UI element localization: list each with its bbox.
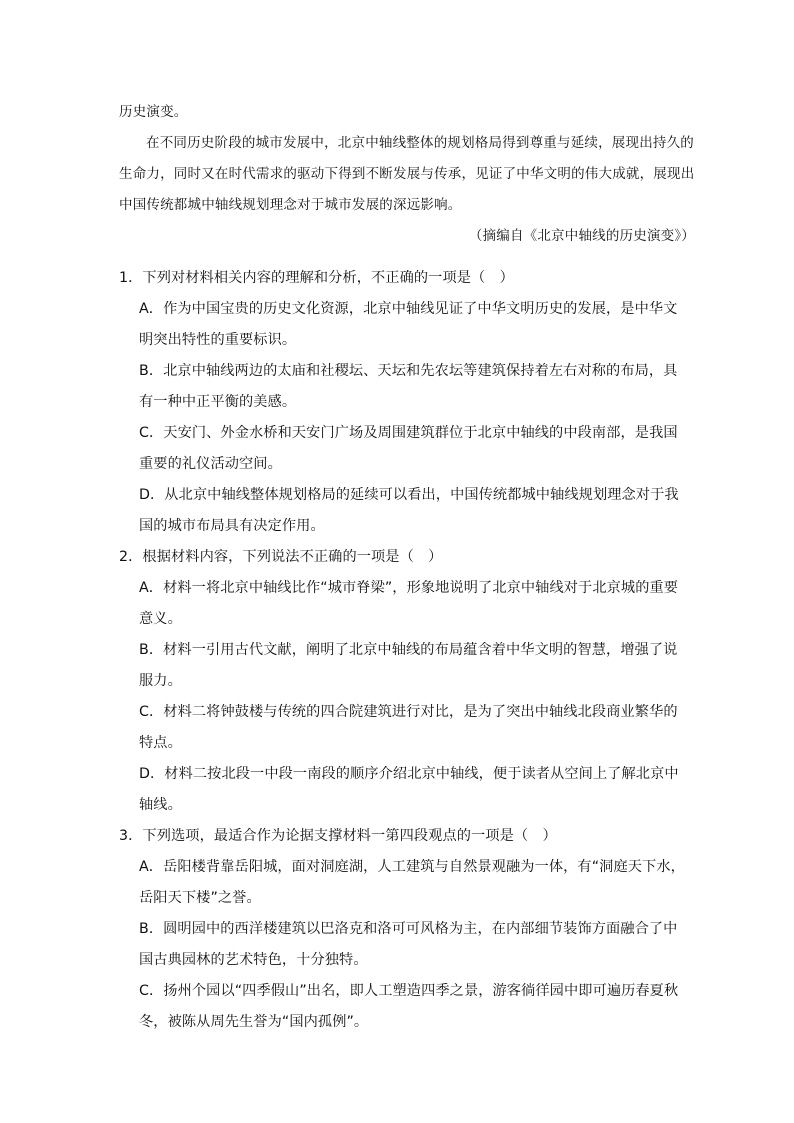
- option-b: B．材料一引用古代文献，阐明了北京中轴线的布局蕴含着中华文明的智慧，增强了说服力。: [139, 642, 678, 689]
- passage-paragraph: 在不同历史阶段的城市发展中，北京中轴线整体的规划格局得到尊重与延续，展现出持久的生命力，同时又在时代需求的驱动下得到不断发展与传承，见证了中华文明的伟大成就，展现出中国传统都城中轴线规划理念对于城市发展的深远影响。: [119, 135, 695, 213]
- option-a: A．岳阳楼背靠岳阳城，面对洞庭湖，人工建筑与自然景观融为一体，有“洞庭天下水，岳阳天下楼”之誉。: [139, 859, 685, 906]
- option-b: B．圆明园中的西洋楼建筑以巴洛克和洛可可风格为主，在内部细节装饰方面融合了中国古典园林的艺术特色，十分独特。: [139, 921, 678, 968]
- question-stem: 2．根据材料内容，下列说法不正确的一项是（ ）: [119, 549, 443, 565]
- question-3: [119, 821, 685, 1038]
- question-stem: 3．下列选项，最适合作为论据支撑材料一第四段观点的一项是（ ）: [119, 828, 557, 844]
- question-1: [119, 263, 685, 542]
- question-2: [119, 542, 685, 821]
- option-c: C．天安门、外金水桥和天安门广场及周围建筑群位于北京中轴线的中段南部，是我国重要的礼仪活动空间。: [139, 425, 678, 472]
- question-list: [119, 263, 685, 1038]
- option-a: A．材料一将北京中轴线比作“城市脊梁”，形象地说明了北京中轴线对于北京城的重要意义。: [139, 580, 679, 627]
- question-stem: 1．下列对材料相关内容的理解和分析，不正确的一项是（ ）: [119, 270, 514, 286]
- option-b: B．北京中轴线两边的太庙和社稷坛、天坛和先农坛等建筑保持着左右对称的布局，具有一种中正平衡的美感。: [139, 363, 678, 410]
- option-d: D．材料二按北段一中段一南段的顺序介绍北京中轴线，便于读者从空间上了解北京中轴线。: [139, 766, 679, 813]
- passage-line: 历史演变。: [119, 104, 188, 120]
- option-d: D．从北京中轴线整体规划格局的延续可以看出，中国传统都城中轴线规划理念对于我国的城市布局具有决定作用。: [139, 487, 679, 534]
- reading-passage: [119, 97, 695, 252]
- option-c: C．材料二将钟鼓楼与传统的四合院建筑进行对比，是为了突出中轴线北段商业繁华的特点。: [139, 704, 678, 751]
- passage-source: （摘编自《北京中轴线的历史演变》）: [468, 228, 695, 244]
- option-a: A．作为中国宝贵的历史文化资源，北京中轴线见证了中华文明历史的发展，是中华文明突出特性的重要标识。: [139, 301, 678, 348]
- option-c: C．扬州个园以“四季假山”出名，即人工塑造四季之景，游客徜徉园中即可遍历春夏秋冬，被陈从周先生誉为“国内孤例”。: [139, 983, 679, 1030]
